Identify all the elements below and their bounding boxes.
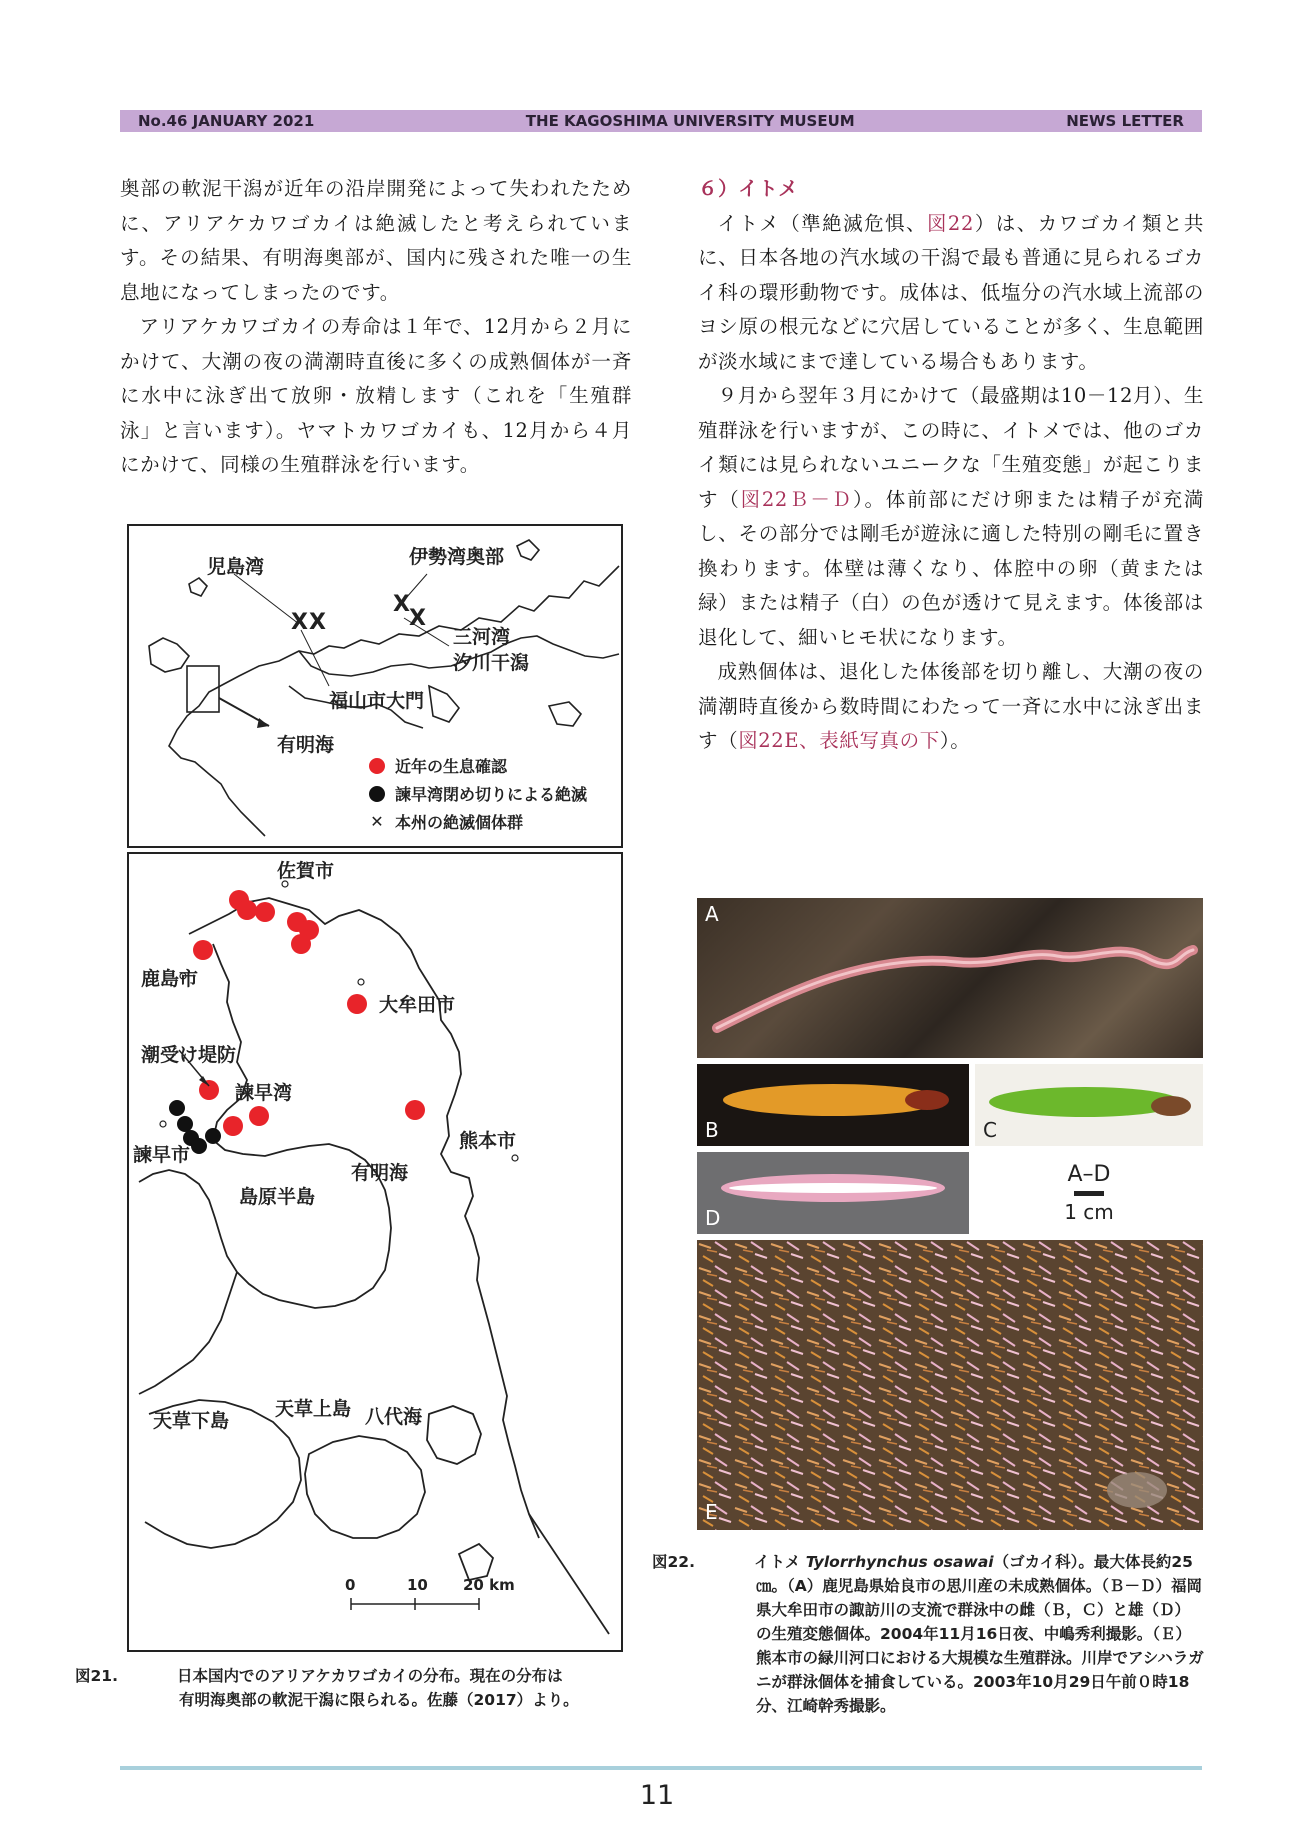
header-issue: No.46 JANUARY 2021 <box>138 112 315 130</box>
header-title: THE KAGOSHIMA UNIVERSITY MUSEUM <box>525 112 855 130</box>
scale-label-0: 0 <box>345 1576 356 1594</box>
label-shiokawa: 汐川干潟 <box>453 652 530 674</box>
x-mark-icon: ✕ <box>370 812 384 831</box>
extinct-marker: X <box>409 606 426 631</box>
label-ariake-overview: 有明海 <box>277 734 335 756</box>
swarm-pattern <box>697 1240 1203 1530</box>
recent-site-dot <box>249 1106 269 1126</box>
figure-21-caption: 図21. 日本国内でのアリアケカワゴカイの分布。現在の分布は 有明海奥部の軟泥干潟に限られる。佐藤（2017）より。 <box>75 1667 579 1709</box>
figure-ref-22b-d[interactable]: 図22Ｂ－Ｄ <box>740 487 853 511</box>
label-kumamoto: 熊本市 <box>459 1130 517 1152</box>
photo-e-mass-swarming: E <box>697 1240 1203 1530</box>
header-band <box>120 110 1202 132</box>
label-kashima: 鹿島市 <box>141 968 199 990</box>
scale-bar <box>351 1598 479 1610</box>
recent-site-dot <box>223 1116 243 1136</box>
right-paragraph-3: 成熟個体は、退化した体後部を切り離し、大潮の夜の満潮時直後から数時間にわたって一斉に水中に泳ぎ出ます（図22E、表紙写真の下）。 <box>698 660 1204 752</box>
extinct-marker: X <box>309 610 326 635</box>
footer-divider <box>120 1766 1202 1770</box>
map-ariake <box>127 852 623 1652</box>
label-shimabara: 島原半島 <box>239 1186 316 1208</box>
label-amakusa-shimo: 天草下島 <box>153 1410 230 1432</box>
red-dot-icon <box>369 758 385 774</box>
label-isahaya-city: 諫早市 <box>133 1144 191 1166</box>
header-section: NEWS LETTER <box>1066 112 1184 130</box>
recent-site-dot <box>291 934 311 954</box>
figure-ref-22e[interactable]: 図22E、表紙写真の下 <box>738 729 940 752</box>
scale-label-20: 20 km <box>463 1576 515 1594</box>
extinct-site-dot <box>191 1138 207 1154</box>
extinct-marker: X <box>291 610 308 635</box>
label-isahaya-bay: 諫早湾 <box>235 1082 293 1104</box>
recent-site-dot <box>237 900 257 920</box>
extinct-site-dot <box>177 1116 193 1132</box>
label-ariake-sea: 有明海 <box>351 1162 409 1184</box>
label-shiouke: 潮受け堤防 <box>141 1044 237 1066</box>
right-paragraph-2: ９月から翌年３月にかけて（最盛期は10－12月）、生殖群泳を行いますが、この時に、イトメでは、他のゴカイ類には見られないユニークな「生殖変態」が起こります（図22Ｂ－Ｄ）。体前部にだけ卵または精子が充満し、その部分では剛毛が遊泳に適した特別の剛毛に置き換わります。体壁は薄くなり、体腔中の卵（黄または緑）または精子（白）の色が透けて見えます。体後部は退化して、細いヒモ状になります。 <box>698 384 1204 649</box>
label-ise: 伊勢湾奥部 <box>409 546 505 568</box>
right-column-text <box>698 172 1204 759</box>
black-dot-icon <box>369 786 385 802</box>
label-omuta: 大牟田市 <box>379 994 456 1016</box>
left-paragraph-2: アリアケカワゴカイの寿命は１年で、12月から２月にかけて、大潮の夜の満潮時直後に多くの成熟個体が一斉に水中に泳ぎ出て放卵・放精します（これを「生殖群泳」と言います）。ヤマトカワゴカイも、12月から４月にかけて、同様の生殖群泳を行います。 <box>120 315 632 476</box>
scale-label-10: 10 <box>407 1576 428 1594</box>
recent-site-dot <box>199 1080 219 1100</box>
photo-b-female-worm: B <box>697 1064 969 1146</box>
label-fukuyama: 福山市大門 <box>329 690 425 712</box>
legend-recent: 近年の生息確認 <box>369 754 507 777</box>
figure-ref-22[interactable]: 図22 <box>926 211 974 235</box>
recent-site-dot <box>347 994 367 1014</box>
species-name: Tylorrhynchus osawai <box>805 1553 994 1571</box>
photo-d-male-worm: D <box>697 1152 969 1234</box>
label-yatsushiro: 八代海 <box>365 1406 423 1428</box>
extinct-site-dot <box>169 1100 185 1116</box>
extinct-site-dot <box>205 1128 221 1144</box>
label-saga: 佐賀市 <box>277 860 335 882</box>
extinct-marker: X <box>393 592 410 617</box>
recent-site-dot <box>255 902 275 922</box>
label-amakusa-kami: 天草上島 <box>275 1398 352 1420</box>
left-paragraph-1: 奥部の軟泥干潟が近年の沿岸開発によって失われたために、アリアケカワゴカイは絶滅したと考えられています。その結果、有明海奥部が、国内に残された唯一の生息地になってしまったのです。 <box>120 177 632 304</box>
recent-site-dot <box>405 1100 425 1120</box>
section-heading: ６）イトメ <box>698 177 799 200</box>
figure-22-caption: 図22. イトメ Tylorrhynchus osawai（ゴカイ科）。最大体長約25 ㎝。（A）鹿児島県姶良市の思川産の未成熟個体。（Ｂ－Ｄ）福岡県大牟田市の諏訪川の支流で群泳中の雌（Ｂ，Ｃ）と雄（Ｄ）の生殖変態個体。2004年11月16日夜、中嶋秀利撮影。（Ｅ）熊本市の緑川河口における大規模な生殖群泳。川岸でアシハラガニが群泳個体を捕食している。2003年10月29日午前０時18分、江崎幹秀撮影。 <box>652 1553 1204 1715</box>
photo-scale-bar: A–D 1 cm <box>1064 1162 1114 1224</box>
map-japan <box>127 524 623 848</box>
label-mikawa: 三河湾 <box>453 626 511 648</box>
legend-extinct-isahaya: 諫早湾閉め切りによる絶滅 <box>369 782 587 805</box>
ariake-coastline <box>129 854 621 1650</box>
label-kojima: 児島湾 <box>207 556 265 578</box>
legend-extinct-honshu: ✕ 本州の絶滅個体群 <box>370 812 524 832</box>
photo-c-female-worm-green: C <box>975 1064 1203 1146</box>
left-column-text <box>120 172 632 483</box>
right-paragraph-1: イトメ（準絶滅危惧、図22）は、カワゴカイ類と共に、日本各地の汽水域の干潟で最も普通に見られるゴカイ科の環形動物です。成体は、低塩分の汽水域上流部のヨシ原の根元などに穴居していることが多く、生息範囲が淡水域にまで達している場合もあります。 <box>698 211 1204 373</box>
recent-site-dot <box>193 940 213 960</box>
photo-a-immature-worm: A <box>697 898 1203 1058</box>
page-number: 11 <box>639 1780 675 1811</box>
